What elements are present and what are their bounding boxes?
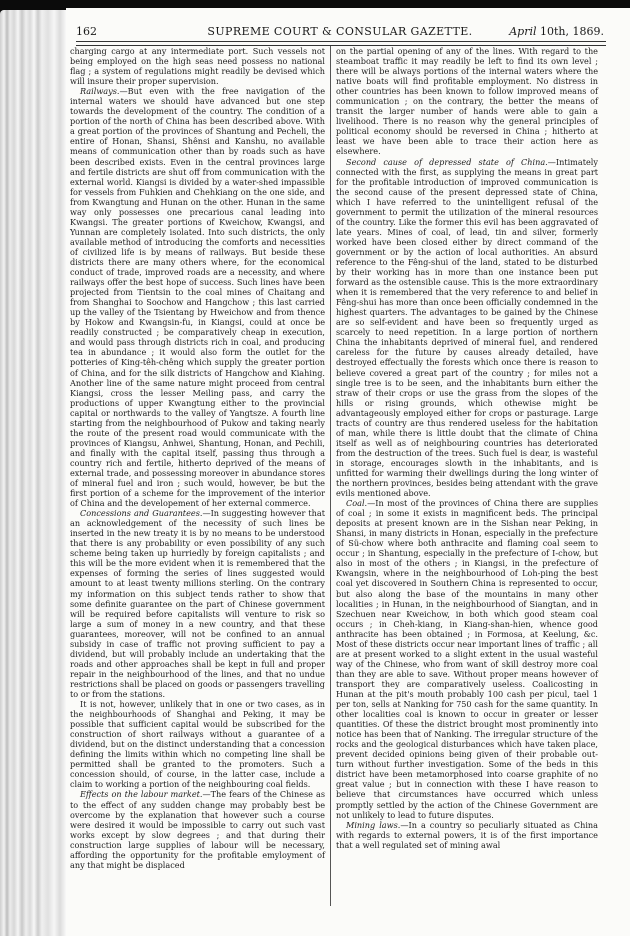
issue-date bbox=[509, 25, 604, 38]
section-heading: Concessions and Guarantees. bbox=[80, 508, 203, 519]
paragraph-mining-laws: Mining laws.—In a country so peculiarly situated as China with regards to external powers, it is of the first importance that a well regulated set of mining awal bbox=[336, 819, 598, 850]
section-heading: Railways. bbox=[80, 86, 120, 97]
column-divider bbox=[330, 46, 331, 906]
paragraph-concessions: Concessions and Guarantees.—In suggesting however that an acknowledgement of the necessity of such lines be inserted in the new treaty it is by no means to be understood that there is any probability or even possibility of any such scheme being taken up hurriedly by foreign capitalists ; and this will be the more evident when it is remembered that the expenses of forming the series of lines suggested would amount to at least twenty millions sterling. On the contrary my information on this subject tends rather to show that some definite guarantee on the part of Chinese government will be required before capitalists will venture to risk so large a sum of money in a new country, and that these guarantees, moreover, will not be confined to an annual subsidy in case of traffic not proving sufficient to pay a dividend, but will probably include an undertaking that the roads and other approaches shall be kept in full and proper repair in the neighbourhood of the lines, and that no undue restrictions shall be placed on goods or passengers travelling to or from the stations. bbox=[70, 508, 325, 699]
section-heading: Effects on the labour market. bbox=[80, 789, 203, 800]
paragraph: It is not, however, unlikely that in one or two cases, as in the neighbourhoods of Shanghai and Peking, it may be possible that sufficient capital would be subscribed for the construction of short railways without a guarantee of a dividend, but on the distinct understanding that a concession defining the limits within which no competing line shall be permitted shall be granted to the promoters. Such a concession should, of course, in the latter case, include a claim to working a portion of the neighbouring coal fields. bbox=[70, 699, 325, 790]
paragraph-railways: Railways.—But even with the free navigation of the internal waters we should have advanced but one step towards the development of the country. The condition of a portion of the north of China has been described above. With a great portion of the provinces of Shantung and Pecheli, the entire of Honan, Shansi, Shênsi and Kanshu, no available means of communication other than by roads such as have been described exists. Even in the central provinces large and fertile districts are shut off from communication with the external world. Kiangsi is divided by a water-shed impassible for vessels from Fuhkien and Chehkiang on the one side, and from Kwangtung and Hunan on the other. Hunan in the same way only possesses one precarious canal leading into Kwangsi. The greater portions of Kweichow, Kwangsi, and Yunnan are completely isolated. Into such districts, the only available method of introducing the comforts and necessities of civilized life is by means of railways. But beside these districts there are many others where, for the economical conduct of trade, improved roads are a necessity, and where railways offer the best hope of success. Such lines have been projected from Tientsin to the coal mines of Chaitang and from Shanghai to Soochow and Hangchow ; this last carried up the valley of the Tsientang by Hweichow and from thence by Hokow and Kwangsin-fu, in Kiangsi, could at once be readily constructed ; be comparatively cheap in execution, and would pass through districts rich in coal, and producing tea in abundance ; it would also form the outlet for the potteries of King-têh-chêng which supply the greater portion of China, and for the silk districts of Hangchow and Kiahing. Another line of the same nature might proceed from central Kiangsi, cross the lesser Meiling pass, and carry the productions of upper Kwangtung either to the provincial capital or northwards to the valley of Yangtsze. A fourth line starting from the neighbourhood of Pukow and taking nearly the route of the present road would communicate with the provinces of Kiangsu, Anhwei, Shantung, Honan, and Pechili, and finally with the capital itself, passing thus through a country rich and fertile, hitherto deprived of the means of external trade, and possessing moreover in abundance stores of mineral fuel and iron ; such would, however, be but the first portion of a scheme for the improvement of the interior of China and the developement of her external commerce. bbox=[70, 86, 325, 509]
right-column bbox=[336, 46, 598, 850]
paragraph: charging cargo at any intermediate port. Such vessels not being employed on the high seas need possess no national flag ; a system of regulations might readily be devised which will insure their proper supervision. bbox=[70, 46, 325, 87]
paragraph: on the partial opening of any of the lines. With regard to the steamboat traffic it may readily be left to find its own level ; there will be always portions of the internal waters where the native boats will find profitable employment. No distress in other countries has been known to follow improved means of communication ; on the contrary, the better the means of transit the larger number of hands were able to gain a livelihood. There is no reason why the general principles of political economy should be reversed in China ; hitherto at least we have been able to trace their action here as elsewhere. bbox=[336, 46, 598, 157]
date-year: 1869. bbox=[572, 25, 604, 38]
section-heading: Coal. bbox=[346, 498, 368, 509]
paragraph-coal: Coal.—In most of the provinces of China there are supplies of coal ; in some it exists in magnificent beds. The principal deposits at present known are in the Sishan near Peking, in Shansi, in many districts in Honan, especially in the prefecture of Sü-chow where both anthracite and flaming coal seem to occur ; in Shantung, especially in the prefecture of I-chow, but also in most of the others ; in Kiangsi, in the prefecture of Kwangsin, where in the neighbourhood of Loh-ping the best coal yet discovered in Southern China is represented to occur, but also along the base of the mountains in many other localities ; in Hunan, in the neighbourhood of Siangtan, and in Szechuen near Kweichow, in both which good steam coal occurs ; in Cheh-kiang, in Kiang-shan-hien, whence good anthracite has been obtained ; in Formosa, at Keelung, &c. Most of these districts occur near important lines of traffic ; all are at present worked to a slight extent in the usual wasteful way of the Chinese, who from want of skill destroy more coal than they are able to save. Without proper means however of transport they are comparatively useless. Coalicosting in Hunan at the pit's mouth probably 100 cash per picul, tael 1 per ton, sells at Nanking for 750 cash for the same quantity. In other localities coal is known to occur in greater or lesser quantities. Of these the district brought most prominently into notice has been that of Nanking. The irregular structure of the rocks and the geological disturbances which have taken place, prevent decided opinions being given of their probable out-turn without further investigation. Some of the beds in this district have been metamorphosed into coarse graphite of no great value ; but in connection with these I have reason to believe that circumstances have occurred which unless promptly settled by the action of the Chinese Government are not unlikely to lead to future disputes. bbox=[336, 498, 598, 820]
section-heading: Mining laws. bbox=[346, 819, 401, 830]
running-header bbox=[76, 25, 604, 39]
page-number: 162 bbox=[76, 25, 97, 38]
gazette-page bbox=[66, 8, 630, 936]
left-column bbox=[70, 46, 325, 870]
publication-title: SUPREME COURT & CONSULAR GAZETTE. bbox=[207, 25, 473, 38]
book-page-edges bbox=[0, 10, 66, 936]
date-month: April bbox=[509, 25, 537, 38]
paragraph-second-cause: Second cause of depressed state of China.—Intimately connected with the first, as supplying the means in great part for the profitable introduction of improved communication is the second cause of the present depressed state of China, which I have referred to the unintelligent refusal of the government to permit the utilization of the mineral resources of the country. Like the former this evil has been aggravated of late years. Mines of coal, of lead, tin and silver, formerly worked have been closed either by direct command of the government or by the action of local authorities. An absurd reference to the Fêng-shui of the land, stated to be disturbed by their working has in more than one instance been put forward as the ostensible cause. This is the more extraordinary when it is remembered that the very reference to and belief in Fêng-shui has more than once been officially condemned in the highest quarters. The advantages to be gained by the Chinese are so self-evident and have been so frequently urged as scarcely to need repetition. In a large portion of northern China the inhabitants deprived of mineral fuel, and rendered careless for the future by causes already detailed, have destroyed effectually the forests which once there is reason to believe covered a great part of the country ; for miles not a single tree is to be seen, and the inhabitants burn either the straw of their crops or use the grass from the slopes of the hills or rising grounds, which othewise might be advantageously employed either for crops or pasturage. Large tracts of country are thus rendered useless for the habitation of man, while there is little doubt that the climate of China itself as well as of neighbouring countries has deteriorated from the destruction of the trees. Such fuel is dear, is wasteful in storage, encourages slowth in the inhabitants, and is unfitted for warming their dwellings during the long winter of the northern provinces, besides being attendant with the grave evils mentioned above. bbox=[336, 156, 598, 499]
date-day: 10th, bbox=[540, 25, 569, 38]
section-heading: Second cause of depressed state of China. bbox=[346, 156, 548, 167]
paragraph-labour: Effects on the labour market.—The fears of the Chinese as to the effect of any sudden change may probably best be overcome by the explanation that however such a course were desired it would be impossible to carry out such vast works except by slow degrees ; and that during their construction large supplies of labour will be necessary, affording the opportunity for the profitable emyloyment of any that might be displaced bbox=[70, 789, 325, 870]
